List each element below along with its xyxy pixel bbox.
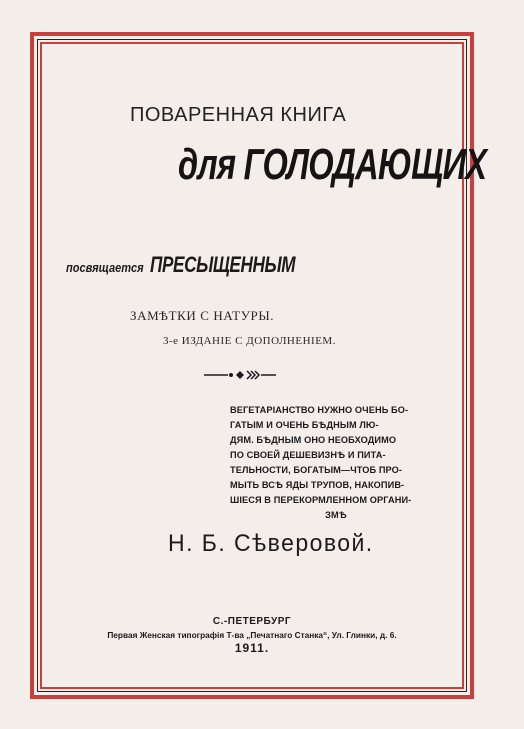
ornament-divider-icon [200,366,280,384]
dedication [66,252,336,278]
dedication-name: ПРЕСЫЩЕННЫМ [149,252,295,277]
imprint-printer: Первая Женская типографія Т-ва „Печатнаго Станка“, Ул. Глинки, д. 6. [107,630,397,640]
imprint-year: 1911. [234,641,270,655]
epigraph-line: ШІЕСЯ В ПЕРЕКОРМЛЕННОМ ОРГАНИ- [230,495,412,505]
title-line-2: для ГОЛОДАЮЩИХ [178,140,487,189]
epigraph-line: МЫТЬ ВСѢ ЯДЫ ТРУПОВ, НАКОПИВ- [230,480,405,490]
title-line-1: ПОВАРЕННАЯ КНИГА [130,104,347,126]
epigraph-line: ПО СВОЕЙ ДЕШЕВИЗНѢ И ПИТА- [230,450,386,460]
subtitle: ЗАМѢТКИ С НАТУРЫ. [130,308,275,323]
epigraph-line: ТЕЛЬНОСТИ, БОГАТЫМ—ЧТОБ ПРО- [230,465,403,475]
epigraph [230,403,442,523]
epigraph-line: ВЕГЕТАРІАНСТВО НУЖНО ОЧЕНЬ БО- [230,405,409,415]
edition-note: 3-е ИЗДАНІЕ С ДОПОЛНЕНІЕМ. [163,335,336,347]
dedication-prefix: посвящается [66,260,144,275]
author-signature: Н. Б. Сѣверовой. [168,530,374,557]
imprint-city: С.-ПЕТЕРБУРГ [212,616,292,627]
epigraph-line: ГАТЫМ И ОЧЕНЬ БѢДНЫМ ЛЮ- [230,420,379,430]
epigraph-line: ДЯМ. БѢДНЫМ ОНО НЕОБХОДИМО [230,435,397,445]
epigraph-line: ЗМѢ [325,510,347,520]
